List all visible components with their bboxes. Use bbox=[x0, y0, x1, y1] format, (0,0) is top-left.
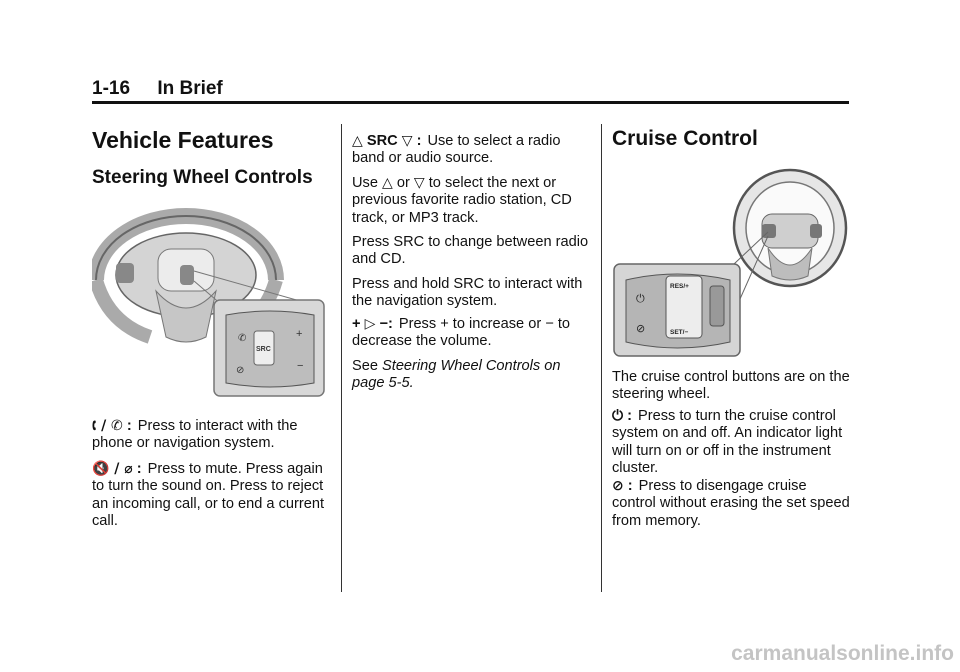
see-reference: See Steering Wheel Controls on page 5-5. bbox=[352, 358, 561, 392]
cruise-cancel-icon: ⊘ bbox=[612, 478, 624, 494]
phone-icon: 🕻 / ✆ bbox=[92, 418, 123, 434]
column-divider bbox=[341, 124, 342, 592]
press-hold-src-note: Press and hold SRC to interact with the navigation system. bbox=[352, 276, 583, 310]
voice-icon: ✆ bbox=[238, 333, 247, 344]
src-control-description: △ SRC ▽ : Use to select a radio band or audio source. bbox=[352, 133, 561, 167]
gap-button bbox=[710, 286, 724, 326]
volume-description: + ▷ −: Press + to increase or − to decrease the volume. bbox=[352, 316, 570, 350]
cruise-on-off-icon: ⏻ bbox=[612, 408, 624, 424]
column-divider bbox=[601, 124, 602, 592]
mute-icon: ⊘ bbox=[236, 365, 245, 376]
src-label: SRC bbox=[256, 346, 271, 353]
steering-wheel-controls-heading: Steering Wheel Controls bbox=[92, 167, 313, 188]
mute-end-call-icon: 🔇 / ⌀ bbox=[92, 461, 133, 477]
cruise-intro: The cruise control buttons are on the steering wheel. bbox=[612, 369, 850, 403]
set-label: SET/− bbox=[670, 329, 689, 336]
volume-plus-label: + bbox=[296, 328, 303, 340]
cruise-cancel-icon: ⊘ bbox=[636, 322, 646, 335]
steering-wheel-figure bbox=[92, 205, 328, 400]
mute-control-description: 🔇 / ⌀ : Press to mute. Press again to turn the sound on. Press to reject an incoming call, or to end a current call. bbox=[92, 461, 325, 530]
page-header bbox=[92, 78, 223, 100]
up-arrow-icon: △ bbox=[352, 133, 363, 149]
phone-control-description: 🕻 / ✆ : Press to interact with the phone or navigation system. bbox=[92, 418, 298, 452]
volume-minus-label: − bbox=[297, 360, 304, 372]
left-control-pad bbox=[116, 263, 134, 283]
cruise-cancel-description: ⊘ : Press to disengage cruise control without erasing the set speed from memory. bbox=[612, 478, 850, 529]
page-number: 1-16 bbox=[92, 78, 131, 99]
press-src-note: Press SRC to change between radio and CD. bbox=[352, 234, 589, 268]
down-arrow-icon: ▽ bbox=[413, 175, 425, 191]
up-arrow-icon: △ bbox=[382, 175, 393, 191]
watermark: carmanualsonline.info bbox=[731, 642, 954, 665]
cruise-on-off-icon: ⏻ bbox=[636, 292, 645, 305]
header-rule bbox=[92, 101, 849, 104]
res-label: RES/+ bbox=[670, 283, 689, 290]
vehicle-features-heading: Vehicle Features bbox=[92, 127, 274, 153]
cross-reference-link: Steering Wheel Controls on page 5-5 bbox=[352, 358, 561, 392]
cruise-control-heading: Cruise Control bbox=[612, 127, 758, 150]
section-title: In Brief bbox=[157, 78, 223, 99]
cruise-on-off-description: ⏻ : Press to turn the cruise control system on and off. An indicator light will turn on or off in the instrument cluster. bbox=[612, 408, 843, 477]
volume-icon: ▷ bbox=[364, 316, 376, 332]
down-arrow-icon: ▽ bbox=[401, 133, 413, 149]
seek-description: Use △ or ▽ to select the next or previous favorite radio station, CD track, or MP3 track. bbox=[352, 175, 572, 226]
cruise-control-figure bbox=[612, 164, 850, 360]
right-control-pad bbox=[180, 265, 194, 285]
